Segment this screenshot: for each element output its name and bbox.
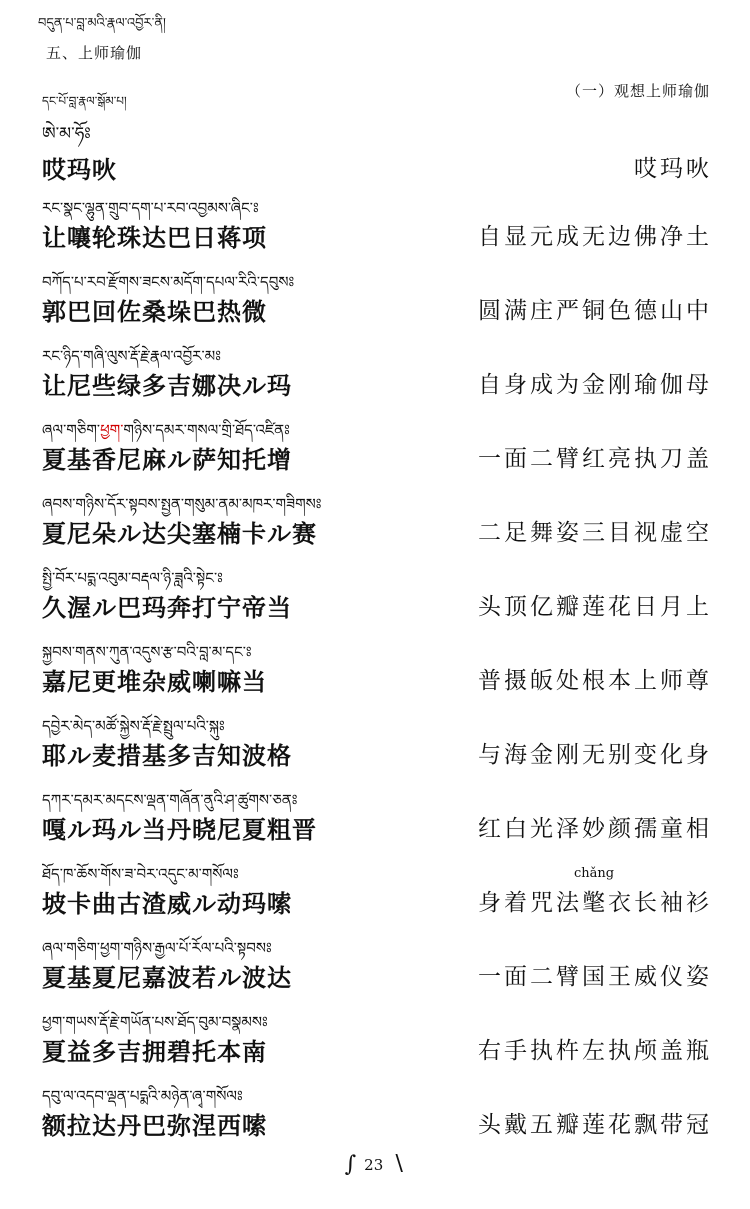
verse-12 xyxy=(0,932,750,1006)
pinyin-annotation: chǎng xyxy=(574,866,615,881)
verse-1 xyxy=(0,124,750,198)
verse-10 xyxy=(0,784,750,858)
verse-meaning: 一面二臂国王威仪姿 xyxy=(478,964,712,990)
subsection-tibetan: དང་པོ་བླ་རྣལ་སྒོམ་པ། xyxy=(42,94,127,108)
page-number xyxy=(0,1152,750,1177)
page-number-value: 23 xyxy=(364,1155,384,1174)
verse-meaning: 右手执杵左执颅盖瓶 xyxy=(478,1038,712,1064)
verse-transliteration: 额拉达丹巴弥涅西嗦 xyxy=(42,1112,267,1140)
verse-transliteration: 让尼些绿多吉娜决ル玛 xyxy=(42,372,292,400)
verse-transliteration: 夏益多吉拥碧托本南 xyxy=(42,1038,267,1066)
verse-meaning: 与海金刚无别变化身 xyxy=(478,742,712,768)
verse-transliteration: 久渥ル巴玛奔打宁帝当 xyxy=(42,594,292,622)
verse-tibetan: དབུ་ལ་འདབ་ལྡན་པདྨའི་མཉེན་ཞྭ་གསོལཿ xyxy=(42,1087,243,1105)
verse-11 xyxy=(0,858,750,932)
verse-6 xyxy=(0,488,750,562)
verse-transliteration: 夏尼朵ル达尖塞楠卡ル赛 xyxy=(42,520,317,548)
verse-meaning: 二足舞姿三目视虚空 xyxy=(478,520,712,546)
emaho-tibetan: ཨེ་མ་ཧོཿ xyxy=(42,124,91,144)
verse-transliteration: 嘎ル玛ル当丹晓尼夏粗晋 xyxy=(42,816,317,844)
verse-3 xyxy=(0,266,750,340)
verse-13 xyxy=(0,1006,750,1080)
ruby-character xyxy=(574,866,615,917)
verse-transliteration: 郭巴回佐桑垛巴热微 xyxy=(42,298,267,326)
verse-transliteration: 夏基香尼麻ル萨知托增 xyxy=(42,446,292,474)
verse-tibetan: དབྱེར་མེད་མཚོ་སྐྱེས་རྡོ་རྗེ་སྤྲུལ་པའི་སྐུཿ xyxy=(42,717,225,735)
verse-tibetan: ཞལ་གཅིག་ཕྱག་གཉིས་རྒྱལ་པོ་རོལ་པའི་སྟབསཿ xyxy=(42,939,272,957)
page-bracket-left: ∫ xyxy=(344,1152,357,1177)
meaning-segment: 身着咒法 xyxy=(478,890,582,916)
verse-meaning: 头戴五瓣莲花飘带冠 xyxy=(478,1112,712,1138)
verse-tibetan: རང་སྣང་ལྷུན་གྲུབ་དག་པ་རབ་འབྱམས་ཞིང་ཿ xyxy=(42,199,259,217)
meaning-segment: 衣长袖衫 xyxy=(608,890,712,916)
verse-transliteration: 哎玛吙 xyxy=(42,156,117,184)
verse-tibetan: སྤྱི་བོར་པདྨ་འབུམ་བརྡལ་ཉི་ཟླའི་སྟེང་ཿ xyxy=(42,569,223,587)
tibetan-segment: ཞལ་གཅིག་ xyxy=(42,421,101,439)
verse-9 xyxy=(0,710,750,784)
verse-5 xyxy=(0,414,750,488)
tibetan-red-word: ཕྱག་ xyxy=(100,421,124,439)
verse-meaning: 普摄皈处根本上师尊 xyxy=(478,668,712,694)
subsection-chinese: （一）观想上师瑜伽 xyxy=(565,82,710,100)
verse-tibetan: ཞབས་གཉིས་དོར་སྟབས་སྤྱན་གསུམ་ནམ་མཁར་གཟིགསཿ xyxy=(42,495,322,513)
verse-14 xyxy=(0,1080,750,1154)
verse-tibetan: སྐྱབས་གནས་ཀུན་འདུས་རྩ་བའི་བླ་མ་དང་ཿ xyxy=(42,643,252,661)
verse-2 xyxy=(0,192,750,266)
verse-meaning: 自身成为金刚瑜伽母 xyxy=(478,372,712,398)
tibetan-segment: གཉིས་དམར་གསལ་གྲི་ཐོད་འཛིནཿ xyxy=(123,421,290,439)
verse-meaning xyxy=(478,866,712,917)
verse-transliteration: 嘉尼更堆杂威喇嘛当 xyxy=(42,668,267,696)
verse-7 xyxy=(0,562,750,636)
section-title: 五、上师瑜伽 xyxy=(46,44,143,62)
verse-meaning: 哎玛吙 xyxy=(634,156,712,182)
verse-transliteration: 坡卡曲古渣威ル动玛嗦 xyxy=(42,890,292,918)
verse-8 xyxy=(0,636,750,710)
verse-meaning: 红白光泽妙颜孺童相 xyxy=(478,816,712,842)
page-bracket-right: ∖ xyxy=(391,1152,406,1177)
verse-meaning: 一面二臂红亮执刀盖 xyxy=(478,446,712,472)
verse-tibetan: དཀར་དམར་མདངས་ལྡན་གཞོན་ནུའི་ཤ་ཚུགས་ཅནཿ xyxy=(42,791,298,809)
verse-tibetan: ཕྱག་གཡས་རྡོ་རྗེ་གཡོན་པས་ཐོད་བུམ་བསྣམསཿ xyxy=(42,1013,268,1031)
verse-tibetan: བཀོད་པ་རབ་རྫོགས་ཟངས་མདོག་དཔལ་རིའི་དབུསཿ xyxy=(42,273,295,291)
ruby-base: 氅 xyxy=(582,890,608,916)
verse-transliteration: 耶ル麦措基多吉知波格 xyxy=(42,742,292,770)
verse-4 xyxy=(0,340,750,414)
verse-meaning: 自显元成无边佛净土 xyxy=(478,224,712,250)
verse-tibetan: རང་ཉིད་གཞི་ལུས་རྡོ་རྗེ་རྣལ་འབྱོར་མཿ xyxy=(42,347,221,365)
verse-tibetan: ཐོད་ཁ་ཆོས་གོས་ཟ་བེར་འདུང་མ་གསོལཿ xyxy=(42,865,239,883)
verse-meaning: 头顶亿瓣莲花日月上 xyxy=(478,594,712,620)
verse-transliteration: 夏基夏尼嘉波若ル波达 xyxy=(42,964,292,992)
verse-meaning: 圆满庄严铜色德山中 xyxy=(478,298,712,324)
verse-transliteration: 让嚷轮珠达巴日蒋项 xyxy=(42,224,267,252)
running-head: བདུན་པ་བླ་མའི་རྣལ་འབྱོར་ནི། xyxy=(38,16,166,31)
